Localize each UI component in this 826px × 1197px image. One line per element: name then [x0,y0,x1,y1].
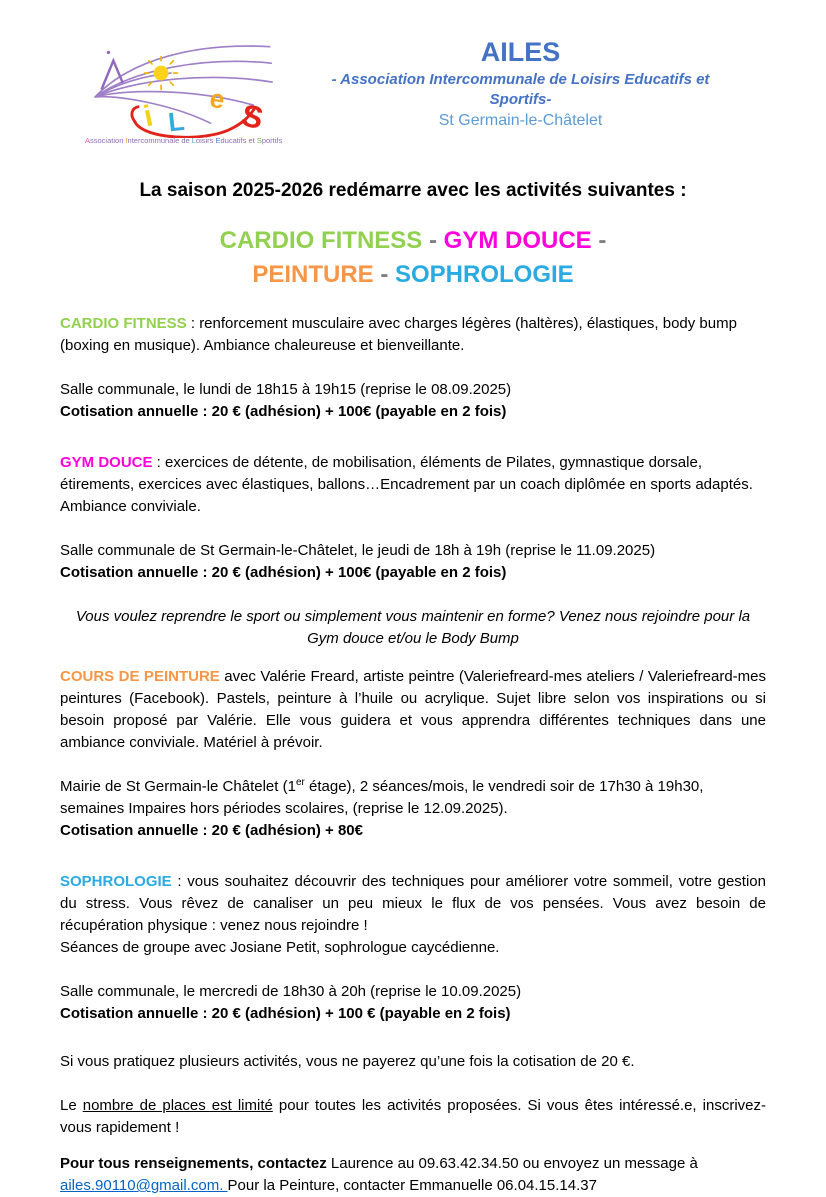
gym-description [60,452,766,518]
cardio-description [60,313,766,357]
letter-l: L [166,105,186,138]
peinture-section-title: COURS DE PEINTURE [60,668,220,686]
heading-separator: - [373,261,395,289]
sun-icon [145,57,178,90]
sophro-description [60,871,766,937]
letter-s: S [238,97,267,137]
multi-activity-note: Si vous pratiquez plusieurs activités, vous ne payerez qu’une fois la cotisation de 20 €. [60,1053,635,1071]
cardio-schedule: Salle communale, le lundi de 18h15 à 19h15 (reprise le 08.09.2025) [60,381,512,399]
association-acronym: AILES [480,37,561,67]
sophro-fee: Cotisation annuelle : 20 € (adhésion) + 100 € (payable en 2 fois) [60,1005,511,1023]
header-text [275,34,766,131]
heading-separator: - [591,227,607,254]
header [60,34,766,150]
season-title: La saison 2025-2026 redémarre avec les activités suivantes : [139,180,687,201]
activities-heading [60,224,766,292]
ordinal-superscript: er [295,777,305,789]
association-logo [85,36,283,145]
peinture-fee: Cotisation annuelle : 20 € (adhésion) + 80€ [60,822,363,840]
gym-fee: Cotisation annuelle : 20 € (adhésion) + 100€ (payable en 2 fois) [60,564,507,582]
heading-peinture: PEINTURE [252,261,374,289]
letter-i: i [140,99,156,134]
heading-cardio-fitness: CARDIO FITNESS [219,227,423,254]
limited-places-note: Le nombre de places est limité pour toutes les activités proposées. Si vous êtes intéressé.e, inscrivez-vous rapidement ! [60,1097,766,1137]
gym-section-title: GYM DOUCE [60,454,153,472]
gym-description-text: : exercices de détente, de mobilisation, éléments de Pilates, gymnastique dorsale, étirements, exercices avec élastiques, ballons…Encadrement par un coach diplômée en sports adaptés. Ambiance conviviale. [60,454,753,516]
email-link[interactable]: ailes.90110@gmail.com. [60,1177,228,1195]
cardio-fee: Cotisation annuelle : 20 € (adhésion) + 100€ (payable en 2 fois) [60,403,507,421]
contact-lead: Pour tous renseignements, contactez [60,1155,327,1173]
letter-e: e [207,82,227,115]
limited-places-underlined: nombre de places est limité [82,1097,273,1115]
sport-invitation: Vous voulez reprendre le sport ou simplement vous maintenir en forme? Venez nous rejoindre pour la Gym douce et/ou le Body Bump [75,608,751,648]
peinture-description-text: avec Valérie Freard, artiste peintre (Valeriefreard-mes ateliers / Valeriefreard-mes peintures (Facebook). Pastels, peinture à l’huile ou acrylique. Sujet libre selon vos inspirations ou si besoin proposé par Valérie. Elle vous guidera et vous apprendra différentes techniques dans une ambiance conviviale. Matériel à prévoir. [60,668,766,752]
cardio-section-title: CARDIO FITNESS [60,315,187,333]
logo-caption: Association Intercommunale de Loisirs Educatifs et Sportifs [85,136,283,145]
sophro-extra: Séances de groupe avec Josiane Petit, sophrologue caycédienne. [60,939,500,957]
ailes-logo-graphic [85,36,275,138]
cardio-description-text: : renforcement musculaire avec charges légères (haltères), élastiques, body bump (boxing en musique). Ambiance chaleureuse et bienveillante. [60,315,737,355]
sophro-section-title: SOPHROLOGIE [60,873,172,891]
peinture-description [60,666,766,754]
association-location: St Germain-le-Châtelet [438,111,603,129]
sophro-schedule: Salle communale, le mercredi de 18h30 à 20h (reprise le 10.09.2025) [60,983,522,1001]
heading-gym-douce: GYM DOUCE [443,227,592,254]
association-full-name: - Association Intercommunale de Loisirs Educatifs et Sportifs- [331,71,710,109]
gym-schedule: Salle communale de St Germain-le-Châtelet, le jeudi de 18h à 19h (reprise le 11.09.2025) [60,542,656,560]
heading-separator: - [422,227,444,254]
heading-sophrologie: SOPHROLOGIE [395,261,574,289]
peinture-schedule: Mairie de St Germain-le Châtelet (1er étage), 2 séances/mois, le vendredi soir de 17h30 à 19h30, semaines Impaires hors périodes scolaires, (reprise le 12.09.2025). [60,777,704,818]
contact-info: Pour tous renseignements, contactez Laurence au 09.63.42.34.50 ou envoyez un message à ailes.90110@gmail.com. Pour la Peinture, contacter Emmanuelle 06.04.15.14.37 [60,1155,698,1195]
sophro-description-text: : vous souhaitez découvrir des techniques pour améliorer votre sommeil, votre gestion du stress. Vous rêvez de canaliser un peu mieux le flux de vos pensées. Vous avez besoin de récupération physique : venez nous rejoindre ! [60,873,766,935]
